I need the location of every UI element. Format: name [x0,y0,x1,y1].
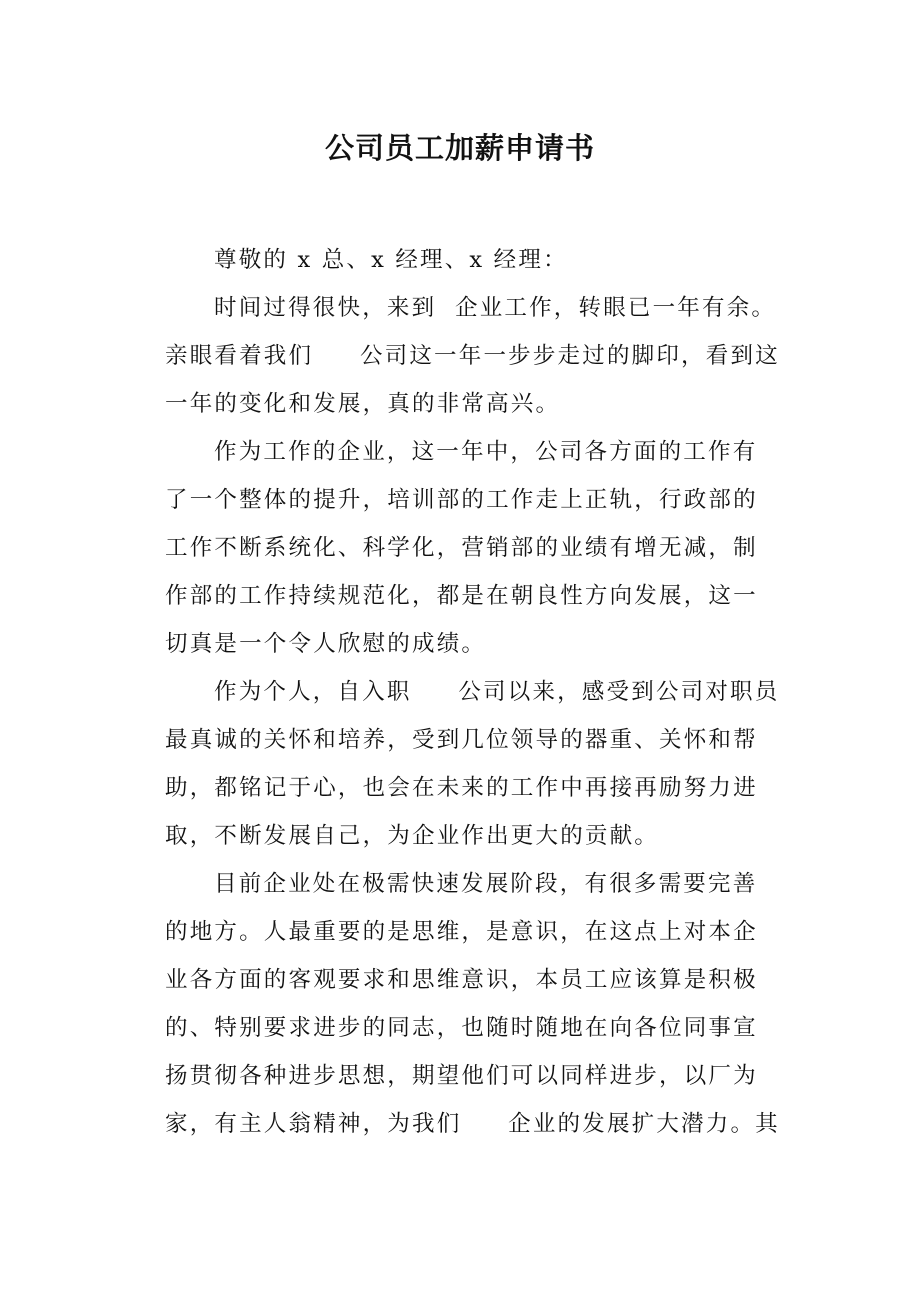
body-line: 一年的变化和发展，真的非常高兴。 [165,391,561,417]
body-line: 切真是一个令人欣慰的成绩。 [165,631,487,657]
body-line: 目前企业处在极需快速发展阶段，有很多需要完善 [214,871,758,897]
salutation-line: 尊敬的 x 总、x 经理、x 经理： [214,247,568,273]
body-line: 的地方。人最重要的是思维，是意识，在这点上对本企 [165,919,758,945]
body-line: 最真诚的关怀和培养，受到几位领导的器重、关怀和帮 [165,727,758,753]
body-line: 作部的工作持续规范化，都是在朝良性方向发展，这一 [165,583,758,609]
document-title: 公司员工加薪申请书 [324,131,595,165]
body-line: 作为个人，自入职 公司以来，感受到公司对职员 [214,679,780,705]
body-line: 了一个整体的提升，培训部的工作走上正轨，行政部的 [165,487,758,513]
body-line: 取，不断发展自己，为企业作出更大的贡献。 [165,823,660,849]
body-line: 助，都铭记于心，也会在未来的工作中再接再励努力进 [165,775,758,801]
body-line: 工作不断系统化、科学化，营销部的业绩有增无减，制 [165,535,758,561]
body-line: 业各方面的客观要求和思维意识，本员工应该算是积极 [165,967,758,993]
body-line: 作为工作的企业，这一年中，公司各方面的工作有 [214,439,758,465]
body-line: 的、特别要求进步的同志，也随时随地在向各位同事宣 [165,1015,758,1041]
body-line: 时间过得很快，来到 企业工作，转眼已一年有余。 [214,295,777,321]
body-line: 亲眼看着我们 公司这一年一步步走过的脚印，看到这 [165,343,780,369]
body-line: 家，有主人翁精神，为我们 企业的发展扩大潜力。其 [165,1111,780,1137]
body-line: 扬贯彻各种进步思想，期望他们可以同样进步，以厂为 [165,1063,758,1089]
